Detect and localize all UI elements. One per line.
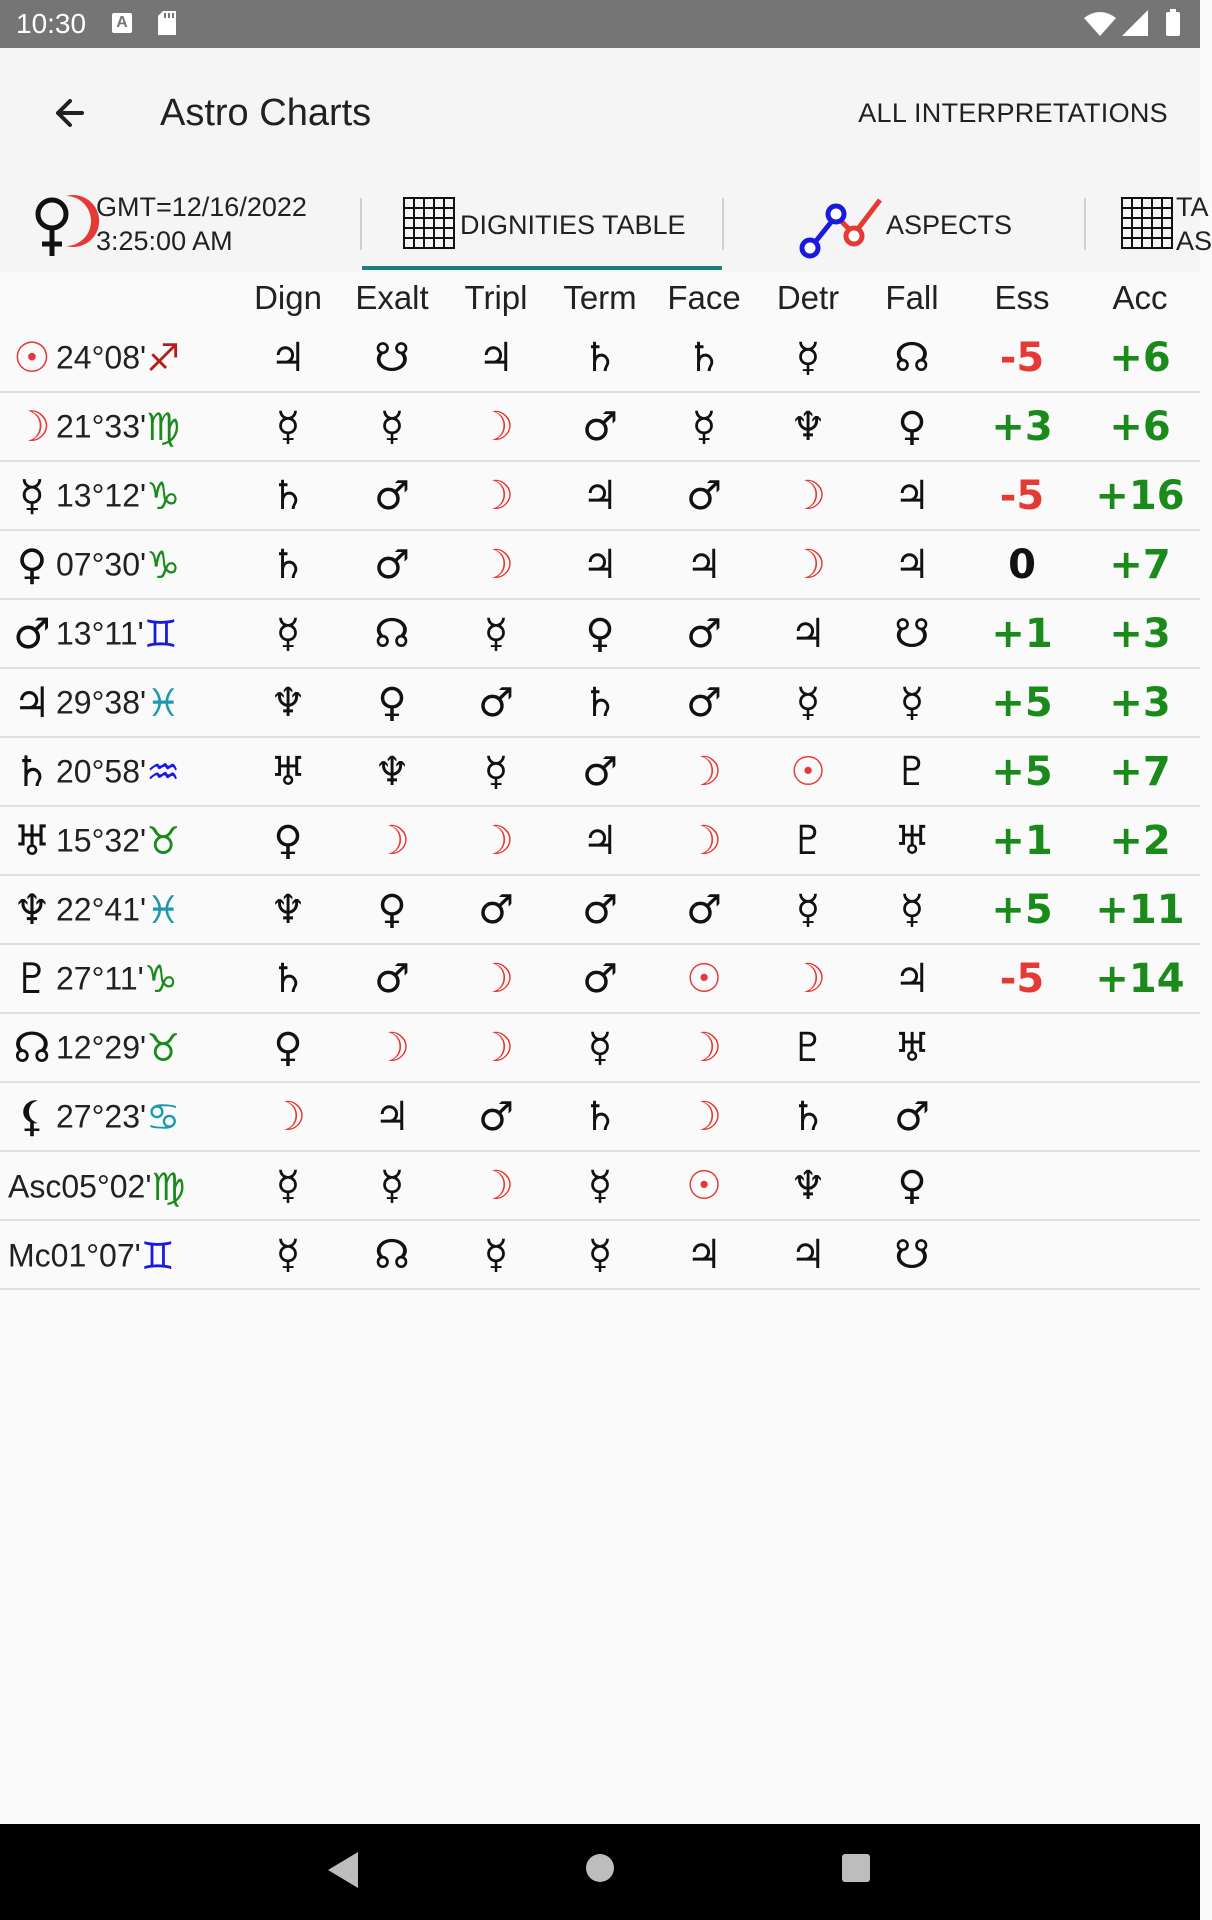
header-fall: Fall — [885, 279, 939, 316]
cell-fall-symbol: ♃ — [860, 530, 964, 599]
nav-back-icon[interactable] — [326, 1850, 360, 1890]
cell-detr-symbol: ☽ — [756, 530, 860, 599]
cell-detr-symbol: ♇ — [756, 1013, 860, 1082]
cell-fall-symbol: ♃ — [860, 461, 964, 530]
cell-ess: +1 — [964, 599, 1080, 668]
cell-exalt-symbol: ♆ — [340, 737, 444, 806]
cell-acc — [1080, 1151, 1200, 1220]
cell-term-symbol: ♂ — [548, 392, 652, 461]
table-row — [0, 944, 1200, 1013]
cell-face-symbol: ♄ — [652, 324, 756, 392]
planet-symbol: ⚸ — [16, 1092, 48, 1142]
cell-ess: +5 — [964, 737, 1080, 806]
cell-exalt-symbol: ☿ — [340, 392, 444, 461]
planet-symbol: ♃ — [13, 678, 51, 728]
planet-cell — [0, 668, 236, 737]
cell-acc: +7 — [1080, 737, 1200, 806]
cell-term-symbol: ♃ — [548, 461, 652, 530]
app-title: Astro Charts — [160, 92, 372, 134]
cell-ess: +5 — [964, 668, 1080, 737]
cell-term-symbol: ☿ — [548, 1013, 652, 1082]
planet-degree: 24°08' — [56, 339, 147, 376]
notification-a-icon: A — [112, 13, 132, 33]
cell-face-symbol: ☉ — [652, 1151, 756, 1220]
cell-detr-symbol: ♃ — [756, 1220, 860, 1289]
header-tripl: Tripl — [464, 279, 528, 316]
table-row — [0, 392, 1200, 461]
table-row — [0, 530, 1200, 599]
cell-ess — [964, 1082, 1080, 1151]
cell-tripl-symbol: ☿ — [444, 737, 548, 806]
table-row — [0, 599, 1200, 668]
cell-exalt-symbol: ♀ — [340, 668, 444, 737]
cell-acc: +14 — [1080, 944, 1200, 1013]
table-row — [0, 461, 1200, 530]
cell-tripl-symbol: ☿ — [444, 1220, 548, 1289]
cell-exalt-symbol: ☽ — [340, 806, 444, 875]
cell-ess: +1 — [964, 806, 1080, 875]
zodiac-sign-icon: ♓ — [146, 680, 181, 725]
cell-face-symbol: ♃ — [652, 1220, 756, 1289]
planet-symbol: ♄ — [13, 747, 51, 797]
tab-dignities-table[interactable] — [362, 178, 722, 272]
cell-tripl-symbol: ☿ — [444, 599, 548, 668]
cell-exalt-symbol: ♂ — [340, 530, 444, 599]
aspects-icon — [798, 192, 882, 258]
cell-fall-symbol: ☿ — [860, 875, 964, 944]
zodiac-sign-icon: ♍ — [146, 404, 181, 449]
cell-face-symbol: ☉ — [652, 944, 756, 1013]
planet-cell — [0, 461, 236, 530]
cell-tripl-symbol: ☽ — [444, 461, 548, 530]
planet-degree: 27°11' — [56, 960, 144, 997]
cell-ess: -5 — [964, 324, 1080, 392]
cell-exalt-symbol: ☊ — [340, 1220, 444, 1289]
cell-acc: +11 — [1080, 875, 1200, 944]
planet-degree: 07°30' — [56, 546, 147, 583]
planet-cell — [0, 599, 236, 668]
header-term: Term — [563, 279, 637, 316]
cell-acc — [1080, 1082, 1200, 1151]
tab-chart-info[interactable] — [0, 178, 360, 272]
planet-symbol: ♅ — [13, 816, 51, 866]
planet-degree: 22°41' — [56, 891, 147, 928]
all-interpretations-button[interactable]: ALL INTERPRETATIONS — [858, 98, 1168, 128]
planet-cell — [0, 324, 236, 392]
cell-detr-symbol: ☿ — [756, 324, 860, 392]
cell-detr-symbol: ♆ — [756, 392, 860, 461]
status-time: 10:30 — [16, 8, 87, 39]
table-row — [0, 1151, 1200, 1220]
cell-dign-symbol: ♆ — [236, 668, 340, 737]
cell-tripl-symbol: ♂ — [444, 1082, 548, 1151]
cell-face-symbol: ☽ — [652, 1082, 756, 1151]
cell-detr-symbol: ♃ — [756, 599, 860, 668]
tab-partial-label-1: TA — [1176, 192, 1209, 222]
cell-exalt-symbol: ☿ — [340, 1151, 444, 1220]
cell-dign-symbol: ♃ — [236, 324, 340, 392]
cell-acc — [1080, 1220, 1200, 1289]
cell-tripl-symbol: ♃ — [444, 324, 548, 392]
zodiac-sign-icon: ♊ — [143, 611, 178, 656]
battery-icon — [1166, 12, 1180, 36]
cell-ess: -5 — [964, 461, 1080, 530]
planet-degree: 21°33' — [56, 408, 147, 445]
cell-ess: +5 — [964, 875, 1080, 944]
cell-dign-symbol: ☿ — [236, 1151, 340, 1220]
back-arrow-icon[interactable] — [44, 88, 104, 138]
cell-dign-symbol: ☿ — [236, 392, 340, 461]
cell-fall-symbol: ♀ — [860, 1151, 964, 1220]
cell-detr-symbol: ☿ — [756, 875, 860, 944]
cell-fall-symbol: ♅ — [860, 806, 964, 875]
cell-face-symbol: ☽ — [652, 1013, 756, 1082]
zodiac-sign-icon: ♑ — [146, 473, 181, 518]
zodiac-sign-icon: ♐ — [146, 335, 181, 380]
zodiac-sign-icon: ♉ — [146, 1025, 181, 1070]
planet-degree: 13°12' — [56, 477, 147, 514]
cell-fall-symbol: ♂ — [860, 1082, 964, 1151]
tab-aspects[interactable] — [724, 178, 1084, 272]
tab-aspects-label: ASPECTS — [886, 210, 1013, 240]
header-detr: Detr — [776, 279, 840, 316]
planet-degree: 12°29' — [56, 1029, 147, 1066]
cell-dign-symbol: ☿ — [236, 1220, 340, 1289]
cell-term-symbol: ♄ — [548, 668, 652, 737]
planet-cell — [0, 530, 236, 599]
cell-ess: +3 — [964, 392, 1080, 461]
cell-tripl-symbol: ♂ — [444, 668, 548, 737]
tab-partial-label-2: AS — [1176, 226, 1212, 256]
cell-detr-symbol: ♇ — [756, 806, 860, 875]
planet-symbol: ♇ — [13, 954, 51, 1004]
cell-face-symbol: ♃ — [652, 530, 756, 599]
planet-cell — [0, 806, 236, 875]
cell-acc: +7 — [1080, 530, 1200, 599]
cell-face-symbol: ♂ — [652, 875, 756, 944]
cell-acc — [1080, 1013, 1200, 1082]
table-row — [0, 806, 1200, 875]
cell-term-symbol: ♂ — [548, 944, 652, 1013]
table-row — [0, 1013, 1200, 1082]
cell-term-symbol: ♂ — [548, 737, 652, 806]
cell-exalt-symbol: ♂ — [340, 944, 444, 1013]
dignities-table — [0, 272, 1200, 1290]
nav-recents-icon[interactable] — [840, 1852, 872, 1884]
cell-face-symbol: ♂ — [652, 668, 756, 737]
zodiac-sign-icon: ♊ — [140, 1234, 175, 1278]
cell-fall-symbol: ♃ — [860, 944, 964, 1013]
sd-card-icon — [158, 11, 176, 35]
planet-symbol: ☿ — [19, 471, 45, 521]
header-dign: Dign — [254, 279, 322, 316]
cell-dign-symbol: ♅ — [236, 737, 340, 806]
planet-degree: 05°02' — [61, 1168, 152, 1205]
table-row — [0, 668, 1200, 737]
zodiac-sign-icon: ♉ — [146, 818, 181, 863]
cell-ess: 0 — [964, 530, 1080, 599]
cell-detr-symbol: ☽ — [756, 461, 860, 530]
planet-cell — [0, 1082, 236, 1151]
zodiac-sign-icon: ♋ — [146, 1094, 181, 1139]
header-planet — [0, 272, 236, 324]
table-row — [0, 1220, 1200, 1289]
venus-moon-icon — [26, 188, 98, 260]
tab-gmt-date: GMT=12/16/2022 — [96, 192, 307, 222]
cell-exalt-symbol: ♃ — [340, 1082, 444, 1151]
planet-symbol: ☊ — [13, 1023, 51, 1073]
planet-cell — [0, 737, 236, 806]
header-exalt: Exalt — [355, 279, 429, 316]
planet-degree: 13°11' — [56, 615, 144, 652]
cell-fall-symbol: ☿ — [860, 668, 964, 737]
cell-exalt-symbol: ☽ — [340, 1013, 444, 1082]
cell-tripl-symbol: ☽ — [444, 1151, 548, 1220]
planet-cell — [0, 1220, 236, 1289]
cell-dign-symbol: ☿ — [236, 599, 340, 668]
system-status-icons — [1082, 8, 1190, 40]
planet-cell — [0, 875, 236, 944]
planet-symbol: ♂ — [13, 609, 51, 659]
table-row — [0, 737, 1200, 806]
cell-fall-symbol: ♅ — [860, 1013, 964, 1082]
table-row — [0, 1082, 1200, 1151]
cell-exalt-symbol: ☊ — [340, 599, 444, 668]
zodiac-sign-icon: ♍ — [151, 1165, 186, 1209]
planet-degree: 01°07' — [50, 1237, 141, 1274]
cell-acc: +6 — [1080, 392, 1200, 461]
cell-exalt-symbol: ♂ — [340, 461, 444, 530]
cell-acc: +3 — [1080, 668, 1200, 737]
planet-symbol: Mc — [8, 1237, 51, 1274]
cell-detr-symbol: ☽ — [756, 944, 860, 1013]
zodiac-sign-icon: ♓ — [146, 887, 181, 932]
cell-acc: +6 — [1080, 324, 1200, 392]
cell-detr-symbol: ☉ — [756, 737, 860, 806]
tab-selected-indicator — [362, 266, 722, 270]
cell-face-symbol: ☿ — [652, 392, 756, 461]
cell-fall-symbol: ☊ — [860, 324, 964, 392]
table-grid-icon — [1120, 196, 1174, 250]
planet-degree: 27°23' — [56, 1098, 147, 1135]
cell-tripl-symbol: ☽ — [444, 1013, 548, 1082]
table-row — [0, 324, 1200, 392]
header-acc: Acc — [1112, 279, 1168, 316]
planet-symbol: ♆ — [13, 885, 51, 935]
planet-degree: 15°32' — [56, 822, 147, 859]
header-face: Face — [667, 279, 741, 316]
planet-cell — [0, 1013, 236, 1082]
cell-term-symbol: ♀ — [548, 599, 652, 668]
navigation-bar — [0, 1824, 1200, 1920]
planet-symbol: ♀ — [16, 540, 48, 590]
cell-exalt-symbol: ☋ — [340, 324, 444, 392]
cell-fall-symbol: ♇ — [860, 737, 964, 806]
cell-tripl-symbol: ☽ — [444, 530, 548, 599]
cell-term-symbol: ☿ — [548, 1220, 652, 1289]
table-row — [0, 875, 1200, 944]
zodiac-sign-icon: ♑ — [143, 956, 178, 1001]
cell-acc: +16 — [1080, 461, 1200, 530]
table-body — [0, 324, 1200, 1289]
planet-cell — [0, 392, 236, 461]
cell-ess: -5 — [964, 944, 1080, 1013]
zodiac-sign-icon: ♑ — [146, 542, 181, 587]
cell-detr-symbol: ♄ — [756, 1082, 860, 1151]
tab-partial[interactable] — [1086, 178, 1212, 272]
cell-detr-symbol: ☿ — [756, 668, 860, 737]
app-bar — [0, 48, 1200, 178]
cell-dign-symbol: ♄ — [236, 461, 340, 530]
cell-acc: +3 — [1080, 599, 1200, 668]
cell-dign-symbol: ♄ — [236, 944, 340, 1013]
cell-dign-symbol: ♀ — [236, 1013, 340, 1082]
cell-ess — [964, 1151, 1080, 1220]
planet-symbol: ☽ — [13, 402, 51, 452]
cell-ess — [964, 1220, 1080, 1289]
cell-face-symbol: ♂ — [652, 599, 756, 668]
table-header-row — [0, 272, 1200, 324]
zodiac-sign-icon: ♒ — [146, 749, 181, 794]
tab-dignities-label: DIGNITIES TABLE — [460, 210, 686, 240]
cell-dign-symbol: ♄ — [236, 530, 340, 599]
cell-tripl-symbol: ☽ — [444, 944, 548, 1013]
cell-face-symbol: ☽ — [652, 806, 756, 875]
status-bar — [0, 0, 1200, 48]
cell-term-symbol: ☿ — [548, 1151, 652, 1220]
planet-symbol: ☉ — [13, 333, 51, 383]
cell-dign-symbol: ♀ — [236, 806, 340, 875]
cell-ess — [964, 1013, 1080, 1082]
header-ess: Ess — [994, 279, 1050, 316]
cell-term-symbol: ♃ — [548, 530, 652, 599]
cell-term-symbol: ♃ — [548, 806, 652, 875]
cell-face-symbol: ♂ — [652, 461, 756, 530]
cell-tripl-symbol: ♂ — [444, 875, 548, 944]
cell-tripl-symbol: ☽ — [444, 392, 548, 461]
cell-acc: +2 — [1080, 806, 1200, 875]
cell-fall-symbol: ☋ — [860, 599, 964, 668]
planet-cell — [0, 1151, 236, 1220]
cell-exalt-symbol: ♀ — [340, 875, 444, 944]
cell-dign-symbol: ♆ — [236, 875, 340, 944]
planet-degree: 20°58' — [56, 753, 147, 790]
planet-degree: 29°38' — [56, 684, 147, 721]
cell-tripl-symbol: ☽ — [444, 806, 548, 875]
planet-symbol: Asc — [8, 1168, 62, 1205]
nav-home-icon[interactable] — [584, 1852, 616, 1884]
tab-gmt-time: 3:25:00 AM — [96, 226, 233, 256]
cell-fall-symbol: ♀ — [860, 392, 964, 461]
table-grid-icon — [402, 196, 456, 250]
planet-cell — [0, 944, 236, 1013]
cell-detr-symbol: ♆ — [756, 1151, 860, 1220]
cell-face-symbol: ☽ — [652, 737, 756, 806]
cell-fall-symbol: ☋ — [860, 1220, 964, 1289]
tab-bar — [0, 178, 1212, 272]
cell-dign-symbol: ☽ — [236, 1082, 340, 1151]
cell-term-symbol: ♂ — [548, 875, 652, 944]
wifi-icon — [1084, 12, 1116, 36]
signal-icon — [1122, 10, 1148, 36]
cell-term-symbol: ♄ — [548, 1082, 652, 1151]
cell-term-symbol: ♄ — [548, 324, 652, 392]
